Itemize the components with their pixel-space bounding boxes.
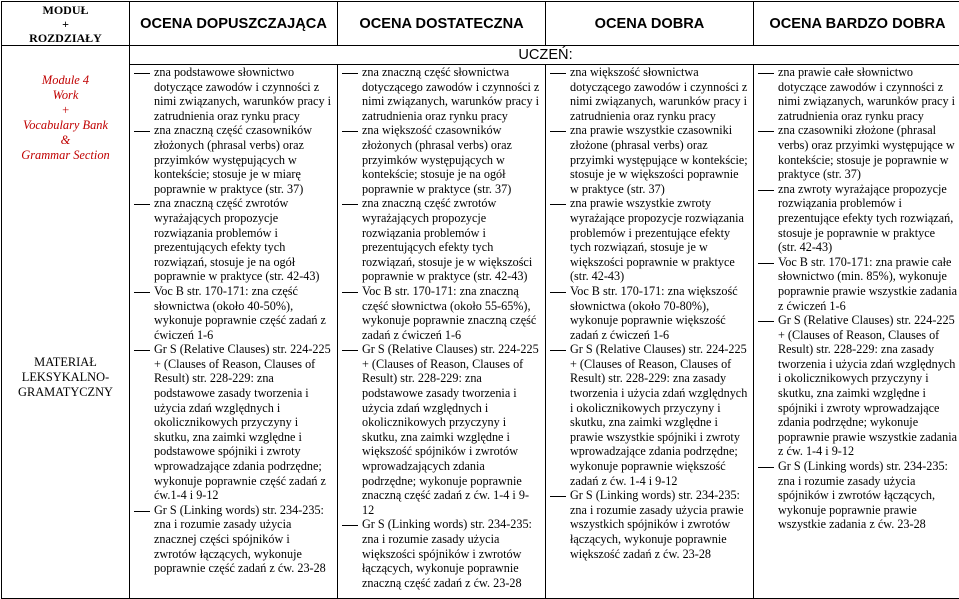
corner-line: ROZDZIAŁY — [2, 31, 129, 45]
criteria-item — [546, 196, 751, 284]
material-line: LEKSYKALNO- — [2, 370, 129, 385]
criteria-item — [546, 65, 751, 123]
criteria-line: zatrudnienia oraz rynku pracy — [362, 109, 543, 124]
criteria-line: rozwiązania problemów i — [778, 196, 959, 211]
criteria-line: + (Clauses of Reason, Clauses of — [778, 328, 959, 343]
criteria-line: dotyczącego zawodów i czynności z — [362, 80, 543, 95]
criteria-item — [130, 65, 335, 123]
criteria-line: użycia zdań względnych i — [154, 401, 335, 416]
criteria-line: skutku, zna zaimki względne i — [778, 386, 959, 401]
criteria-item — [338, 196, 543, 284]
criteria-line: wszystkie zadania z ćw. 23-28 — [778, 517, 959, 532]
criteria-line: Gr S (Linking words) str. 234-235: — [778, 459, 959, 474]
criteria-line: nimi związanych, warunków pracy i — [570, 94, 751, 109]
corner-header — [2, 2, 130, 46]
criteria-line: poprawnie prawie wszystkie zadania — [778, 284, 959, 299]
criteria-line: z ćwiczeń 1-6 — [778, 299, 959, 314]
criteria-line: większość spójników i zwrotów — [362, 444, 543, 459]
criteria-item — [338, 284, 543, 342]
criteria-line: znaczną część zadań z ćw. 1-4 i 9- — [362, 488, 543, 503]
criteria-line: i okolicznikowych przyczyny i — [570, 401, 751, 416]
corner-line: + — [2, 17, 129, 31]
module-line: Grammar Section — [2, 148, 129, 163]
criteria-line: Voc B str. 170-171: zna część — [154, 284, 335, 299]
criteria-line: zna znaczną część zwrotów — [154, 196, 335, 211]
criteria-item — [338, 517, 543, 590]
criteria-item — [130, 196, 335, 284]
level-header-dopuszczajaca: OCENA DOPUSZCZAJĄCA — [130, 2, 338, 46]
criteria-line: wykonuje poprawnie część zadań z — [154, 313, 335, 328]
criteria-line: poprawnie w praktyce (str. 37) — [362, 182, 543, 197]
criteria-line: tworzenia i użycia zdań względnych — [570, 386, 751, 401]
criteria-line: złożonych (phrasal verbs) oraz — [362, 138, 543, 153]
criteria-line: Voc B str. 170-171: zna znaczną — [362, 284, 543, 299]
criteria-line: nimi związanych, warunków pracy i — [154, 94, 335, 109]
criteria-line: 12 — [362, 503, 543, 518]
module-line: Vocabulary Bank — [2, 118, 129, 133]
criteria-line: spójników i zwrotów łączących, — [778, 488, 959, 503]
criteria-line: dotyczącego zawodów i czynności z — [570, 80, 751, 95]
criteria-line: rozwiązania problemów i — [154, 226, 335, 241]
criteria-line: podstawowe zasady tworzenia i — [362, 386, 543, 401]
criteria-line: większości spójników i zwrotów — [362, 547, 543, 562]
criteria-item — [754, 313, 959, 459]
criteria-line: okolicznikowych przyczyny i — [154, 415, 335, 430]
criteria-dopuszczajaca — [130, 65, 338, 599]
criteria-line: zadań z ćw. 1-4 i 9-12 — [570, 474, 751, 489]
criteria-item — [754, 123, 959, 181]
criteria-item — [130, 342, 335, 503]
criteria-line: znaczną część zadań z ćw. 23-28 — [362, 576, 543, 591]
level-header-dostateczna: OCENA DOSTATECZNA — [338, 2, 546, 46]
criteria-line: rozwiązania problemów i — [362, 226, 543, 241]
criteria-line: zna i rozumie zasady użycia — [154, 517, 335, 532]
criteria-line: zdania podrzędne; wykonuje — [778, 415, 959, 430]
criteria-line: kontekście; stosuje je w miarę — [154, 167, 335, 182]
criteria-item — [338, 342, 543, 517]
criteria-line: Result) str. 228-229: zna zasady — [570, 371, 751, 386]
criteria-line: zna i rozumie zasady użycia — [778, 474, 959, 489]
corner-line: MODUŁ — [2, 3, 129, 17]
criteria-line: złożonych (phrasal verbs) oraz — [154, 138, 335, 153]
criteria-line: wprowadzających zdania — [362, 459, 543, 474]
criteria-line: okolicznikowych przyczyny i — [362, 415, 543, 430]
criteria-line: łączących, wykonuje poprawnie — [362, 561, 543, 576]
criteria-line: zna zwroty wyrażające propozycje — [778, 182, 959, 197]
criteria-line: ćwiczeń 1-6 — [154, 328, 335, 343]
criteria-line: praktyce (str. 37) — [778, 167, 959, 182]
criteria-line: wykonuje poprawnie część zadań z — [154, 474, 335, 489]
criteria-line: prezentujące efekty tych rozwiązań, — [778, 211, 959, 226]
module-line: Module 4 — [2, 73, 129, 88]
criteria-item — [338, 65, 543, 123]
criteria-line: zwrotów łączących, wykonuje — [154, 547, 335, 562]
criteria-line: (str. 42-43) — [778, 240, 959, 255]
criteria-line: Voc B str. 170-171: zna prawie całe — [778, 255, 959, 270]
header-row — [2, 2, 959, 46]
criteria-line: podrzędne; wykonuje poprawnie — [362, 474, 543, 489]
criteria-line: prezentujących efekty tych — [154, 240, 335, 255]
criteria-line: wykonuje poprawnie prawie — [778, 503, 959, 518]
criteria-line: zna czasowniki złożone (phrasal — [778, 123, 959, 138]
criteria-line: poprawnie prawie wszystkie zadania — [778, 430, 959, 445]
criteria-line: wykonuje poprawnie większość — [570, 459, 751, 474]
criteria-line: zna prawie wszystkie czasowniki — [570, 123, 751, 138]
criteria-line: użycia zdań względnych i — [362, 401, 543, 416]
criteria-line: poprawnie część zadań z ćw. 23-28 — [154, 561, 335, 576]
criteria-line: Gr S (Relative Clauses) str. 224-225 — [570, 342, 751, 357]
criteria-line: Voc B str. 170-171: zna większość — [570, 284, 751, 299]
module-line: Work — [2, 88, 129, 103]
criteria-line: verbs) oraz przyimki występujące w — [778, 138, 959, 153]
criteria-line: poprawnie w praktyce (str. 42-43) — [154, 269, 335, 284]
criteria-line: znacznej części spójników i — [154, 532, 335, 547]
criteria-line: słownictwa (około 40-50%), — [154, 299, 335, 314]
criteria-line: Gr S (Relative Clauses) str. 224-225 — [154, 342, 335, 357]
criteria-line: tych rozwiązań, stosuje je w — [570, 240, 751, 255]
criteria-line: przyimków występujących w — [362, 153, 543, 168]
criteria-line: dotyczące zawodów i czynności z — [154, 80, 335, 95]
criteria-line: Gr S (Linking words) str. 234-235: — [362, 517, 543, 532]
criteria-line: zna i rozumie zasady użycia — [362, 532, 543, 547]
criteria-row — [2, 65, 959, 599]
criteria-line: wyrażających propozycje — [362, 211, 543, 226]
uczen-header: UCZEŃ: — [130, 46, 959, 65]
criteria-line: skutku, zna zaimki względne i — [362, 430, 543, 445]
criteria-dostateczna — [338, 65, 546, 599]
criteria-line: zna znaczną część czasowników — [154, 123, 335, 138]
criteria-line: (str. 42-43) — [570, 269, 751, 284]
content-row — [2, 46, 959, 65]
criteria-line: + (Clauses of Reason, Clauses of — [570, 357, 751, 372]
row-label-cell — [2, 46, 130, 599]
module-label — [2, 73, 129, 163]
criteria-line: część słownictwa (około 55-65%), — [362, 299, 543, 314]
criteria-line: słownictwo (min. 85%), wykonuje — [778, 269, 959, 284]
criteria-line: większość zadań z ćw. 23-28 — [570, 547, 751, 562]
criteria-item — [754, 65, 959, 123]
criteria-line: zadań z ćwiczeń 1-6 — [570, 328, 751, 343]
criteria-line: zna większość czasowników — [362, 123, 543, 138]
criteria-line: zna znaczną część zwrotów — [362, 196, 543, 211]
criteria-line: zna prawie wszystkie zwroty — [570, 196, 751, 211]
criteria-line: wprowadzające zdania podrzędne; — [570, 444, 751, 459]
criteria-line: wprowadzające zdania podrzędne; — [154, 459, 335, 474]
criteria-line: spójniki i zwroty wprowadzające — [778, 401, 959, 416]
criteria-line: kontekście; stosuje je poprawnie w — [778, 153, 959, 168]
material-line: GRAMATYCZNY — [2, 385, 129, 400]
criteria-line: wykonuje poprawnie większość — [570, 313, 751, 328]
criteria-line: ćw.1-4 i 9-12 — [154, 488, 335, 503]
criteria-line: prezentujących efekty tych — [362, 240, 543, 255]
level-header-bardzo-dobra: OCENA BARDZO DOBRA — [754, 2, 959, 46]
criteria-item — [546, 284, 751, 342]
criteria-line: Gr S (Linking words) str. 234-235: — [154, 503, 335, 518]
criteria-line: podstawowe zasady tworzenia i — [154, 386, 335, 401]
criteria-item — [130, 503, 335, 576]
criteria-line: poprawnie w praktyce (str. 42-43) — [362, 269, 543, 284]
criteria-line: słownictwa (około 70-80%), — [570, 299, 751, 314]
criteria-line: prawie wszystkie spójniki i zwroty — [570, 430, 751, 445]
criteria-line: kontekście; stosuje je na ogół — [362, 167, 543, 182]
criteria-line: zatrudnienia oraz rynku pracy — [570, 109, 751, 124]
criteria-line: + (Clauses of Reason, Clauses of — [154, 357, 335, 372]
criteria-item — [130, 284, 335, 342]
criteria-line: Result) str. 228-229: zna — [154, 371, 335, 386]
criteria-line: zadań z ćwiczeń 1-6 — [362, 328, 543, 343]
criteria-item — [546, 342, 751, 488]
criteria-line: w praktyce (str. 37) — [570, 182, 751, 197]
criteria-line: zna podstawowe słownictwo — [154, 65, 335, 80]
criteria-item — [130, 123, 335, 196]
criteria-line: skutku, zna zaimki względne i — [570, 415, 751, 430]
criteria-line: zna i rozumie zasady użycia prawie — [570, 503, 751, 518]
criteria-item — [338, 123, 543, 196]
criteria-line: nimi związanych, warunków pracy i — [778, 94, 959, 109]
criteria-line: podstawowe spójniki i zwroty — [154, 444, 335, 459]
criteria-line: przyimków występujących w — [154, 153, 335, 168]
module-line: & — [2, 133, 129, 148]
criteria-bardzo-dobra — [754, 65, 959, 599]
material-line: MATERIAŁ — [2, 355, 129, 370]
criteria-line: złożone (phrasal verbs) oraz — [570, 138, 751, 153]
criteria-line: zatrudnienia oraz rynku pracy — [154, 109, 335, 124]
criteria-line: Gr S (Relative Clauses) str. 224-225 — [778, 313, 959, 328]
criteria-item — [546, 123, 751, 196]
criteria-line: Gr S (Linking words) str. 234-235: — [570, 488, 751, 503]
criteria-item — [754, 255, 959, 313]
criteria-line: Result) str. 228-229: zna — [362, 371, 543, 386]
criteria-line: problemów i prezentujące efekty — [570, 226, 751, 241]
criteria-line: łączących, wykonuje poprawnie — [570, 532, 751, 547]
criteria-line: wykonuje poprawnie znaczną część — [362, 313, 543, 328]
criteria-line: zna znaczną część słownictwa — [362, 65, 543, 80]
criteria-line: zatrudnienia oraz rynku pracy — [778, 109, 959, 124]
criteria-dobra — [546, 65, 754, 599]
criteria-line: zna prawie całe słownictwo — [778, 65, 959, 80]
criteria-line: rozwiązań, stosuje je na ogół — [154, 255, 335, 270]
criteria-line: skutku, zna zaimki względne i — [154, 430, 335, 445]
criteria-line: i okolicznikowych przyczyny i — [778, 371, 959, 386]
material-label — [2, 355, 129, 400]
criteria-line: wyrażających propozycje — [154, 211, 335, 226]
criteria-line: Result) str. 228-229: zna zasady — [778, 342, 959, 357]
criteria-line: nimi związanych, warunków pracy i — [362, 94, 543, 109]
criteria-line: przyimki występujące w kontekście; — [570, 153, 751, 168]
criteria-item — [754, 182, 959, 255]
criteria-line: stosuje je poprawnie w praktyce — [778, 226, 959, 241]
criteria-line: tworzenia i użycia zdań względnych — [778, 357, 959, 372]
criteria-item — [754, 459, 959, 532]
grading-criteria-table — [1, 1, 959, 599]
criteria-line: wyrażające propozycje rozwiązania — [570, 211, 751, 226]
criteria-item — [546, 488, 751, 561]
criteria-line: Gr S (Relative Clauses) str. 224-225 — [362, 342, 543, 357]
criteria-line: poprawnie w praktyce (str. 37) — [154, 182, 335, 197]
criteria-line: dotyczące zawodów i czynności z — [778, 80, 959, 95]
criteria-line: + (Clauses of Reason, Clauses of — [362, 357, 543, 372]
criteria-line: z ćw. 1-4 i 9-12 — [778, 444, 959, 459]
level-header-dobra: OCENA DOBRA — [546, 2, 754, 46]
criteria-line: stosuje je w większości poprawnie — [570, 167, 751, 182]
criteria-line: wszystkich spójników i zwrotów — [570, 517, 751, 532]
module-line: + — [2, 103, 129, 118]
criteria-line: większości poprawnie w praktyce — [570, 255, 751, 270]
criteria-line: rozwiązań, stosuje je w większości — [362, 255, 543, 270]
criteria-line: zna większość słownictwa — [570, 65, 751, 80]
